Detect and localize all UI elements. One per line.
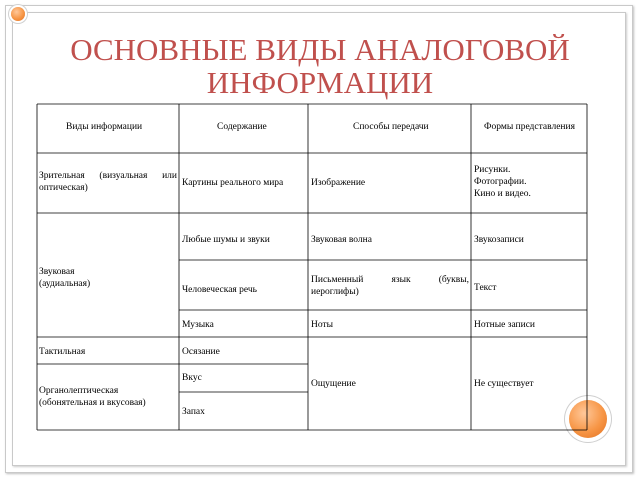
type-visual-line-1: Зрительная (визуальная или — [39, 171, 177, 181]
transmission-written — [311, 274, 469, 298]
representation-pictures-line-3: Кино и видео. — [474, 189, 531, 199]
type-organoleptic-line-2: (обонятельная и вкусовая) — [39, 398, 146, 408]
type-visual — [39, 170, 177, 194]
content-speech: Человеческая речь — [182, 285, 258, 295]
transmission-notes: Ноты — [311, 320, 334, 330]
representation-recordings: Звукозаписи — [474, 235, 524, 245]
type-organoleptic — [39, 385, 146, 409]
representation-pictures-line-2: Фотографии. — [474, 177, 527, 187]
header-representation: Формы представления — [484, 122, 575, 132]
representation-text: Текст — [474, 283, 497, 293]
header-content: Содержание — [217, 122, 267, 132]
type-sound — [39, 266, 90, 290]
representation-none: Не существует — [474, 379, 534, 389]
content-touch: Осязание — [182, 347, 220, 357]
type-tactile: Тактильная — [39, 347, 86, 357]
header-type: Виды информации — [66, 122, 143, 132]
representation-pictures-line-1: Рисунки. — [474, 165, 511, 175]
content-real-world: Картины реального мира — [182, 178, 284, 188]
representation-pictures — [474, 164, 531, 200]
type-sound-line-1: Звуковая — [39, 267, 75, 277]
content-taste: Вкус — [182, 373, 202, 383]
type-sound-line-2: (аудиальная) — [39, 279, 91, 289]
content-smell: Запах — [182, 407, 205, 417]
title-line-2: ИНФОРМАЦИИ — [206, 65, 434, 100]
header-transmission: Способы передачи — [353, 122, 429, 132]
content-music: Музыка — [182, 320, 214, 330]
representation-sheet-music: Нотные записи — [474, 320, 536, 330]
transmission-image: Изображение — [311, 178, 366, 188]
title-line-1: ОСНОВНЫЕ ВИДЫ АНАЛОГОВОЙ — [70, 32, 570, 67]
transmission-written-line-1: Письменный язык (буквы, — [311, 275, 469, 285]
type-organoleptic-line-1: Органолептическая — [39, 386, 119, 396]
content-noises: Любые шумы и звуки — [182, 235, 270, 245]
transmission-written-line-2: иероглифы) — [311, 287, 359, 297]
transmission-sensation: Ощущение — [311, 379, 356, 389]
type-visual-line-2: оптическая) — [39, 183, 88, 193]
transmission-sound-wave: Звуковая волна — [311, 235, 372, 245]
